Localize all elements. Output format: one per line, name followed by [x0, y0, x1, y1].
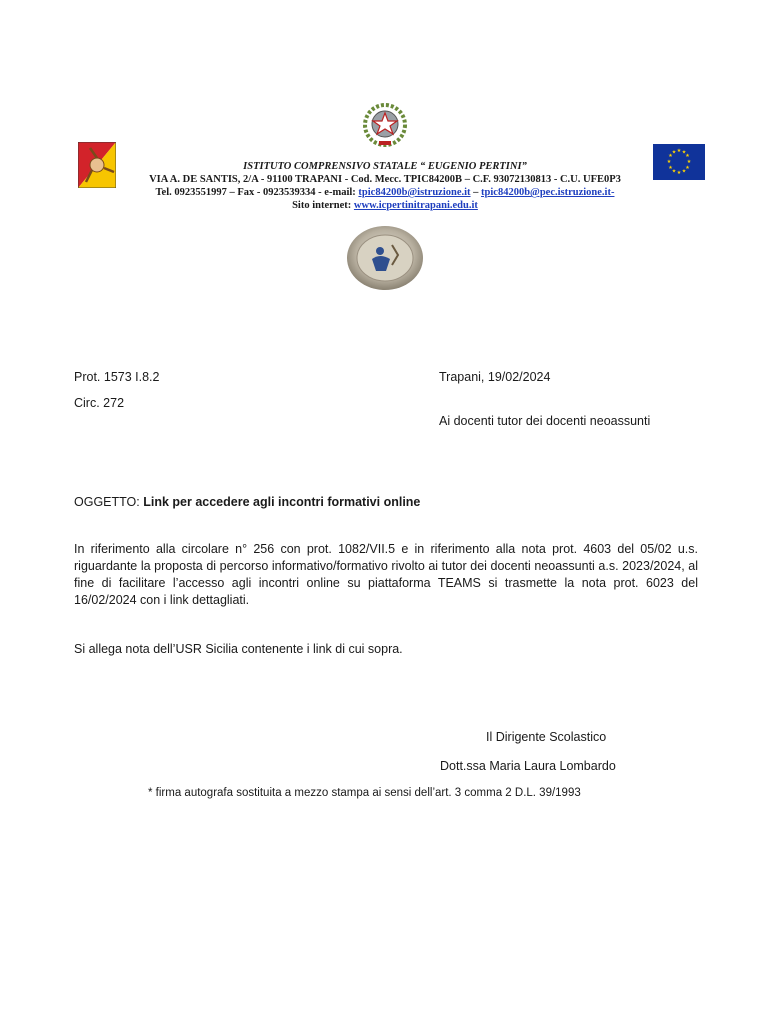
contacts-line [100, 186, 670, 199]
subject-line [74, 494, 420, 511]
contacts-prefix: Tel. 0923551997 – Fax - 0923539334 - e-mail: [155, 187, 359, 198]
subject-text: Link per accedere agli incontri formativi online [143, 495, 421, 509]
website-link[interactable]: www.icpertinitrapani.edu.it [353, 200, 478, 211]
svg-text:★: ★ [681, 149, 687, 156]
school-name: ISTITUTO COMPRENSIVO STATALE “ EUGENIO PERTINI” [243, 161, 527, 172]
svg-text:★: ★ [666, 159, 672, 165]
svg-text:★: ★ [686, 159, 692, 165]
address-line: VIA A. DE SANTIS, 2/A - 91100 TRAPANI - Cod. Mecc. TPIC84200B – C.F. 93072130813 - C.U. UFE0P3 [149, 174, 621, 185]
pec-link[interactable]: tpic84200b@pec.istruzione.it- [481, 187, 615, 198]
svg-text:★: ★ [671, 149, 677, 156]
signature-note: * firma autografa sostituita a mezzo stampa ai sensi dell’art. 3 comma 2 D.L. 39/1993 [148, 787, 581, 799]
site-prefix: Sito internet: [292, 200, 354, 211]
email-link[interactable]: tpic84200b@istruzione.it [358, 187, 471, 198]
svg-text:★: ★ [676, 148, 682, 154]
subject-label: OGGETTO: [74, 495, 144, 509]
website-line [100, 199, 670, 212]
italian-republic-emblem-icon [362, 102, 408, 148]
body-paragraph-2: Si allega nota dell’USR Sicilia contenente i link di cui sopra. [74, 642, 403, 656]
svg-text:★: ★ [676, 170, 682, 176]
svg-text:★: ★ [671, 168, 677, 175]
svg-text:★: ★ [685, 165, 690, 171]
letterhead [100, 160, 670, 212]
body-paragraph-1: In riferimento alla circolare n° 256 con prot. 1082/VII.5 e in riferimento alla nota prot. 4603 del 05/02 u.s. riguardante la proposta di percorso informativo/formativo rivolto ai tutor dei docenti neoassunti a.s. 2023/2024, al fine di facilitare l’accesso agli incontri online su piattaforma TEAMS si trasmette la nota prot. 6023 del 16/02/2024 con i link dettagliati. [74, 542, 698, 607]
protocol-number: Prot. 1573 I.8.2 [74, 370, 160, 384]
document-date: Trapani, 19/02/2024 [439, 370, 551, 384]
email-separator: – [470, 187, 482, 198]
svg-text:★: ★ [685, 153, 690, 159]
circular-number: Circ. 272 [74, 396, 125, 410]
signatory-name: Dott.ssa Maria Laura Lombardo [440, 759, 616, 773]
school-seal-icon [346, 225, 424, 291]
svg-text:★: ★ [668, 153, 673, 159]
svg-text:★: ★ [681, 168, 687, 175]
signatory-title: Il Dirigente Scolastico [486, 730, 607, 744]
svg-text:★: ★ [668, 165, 673, 171]
recipients: Ai docenti tutor dei docenti neoassunti [439, 414, 651, 428]
